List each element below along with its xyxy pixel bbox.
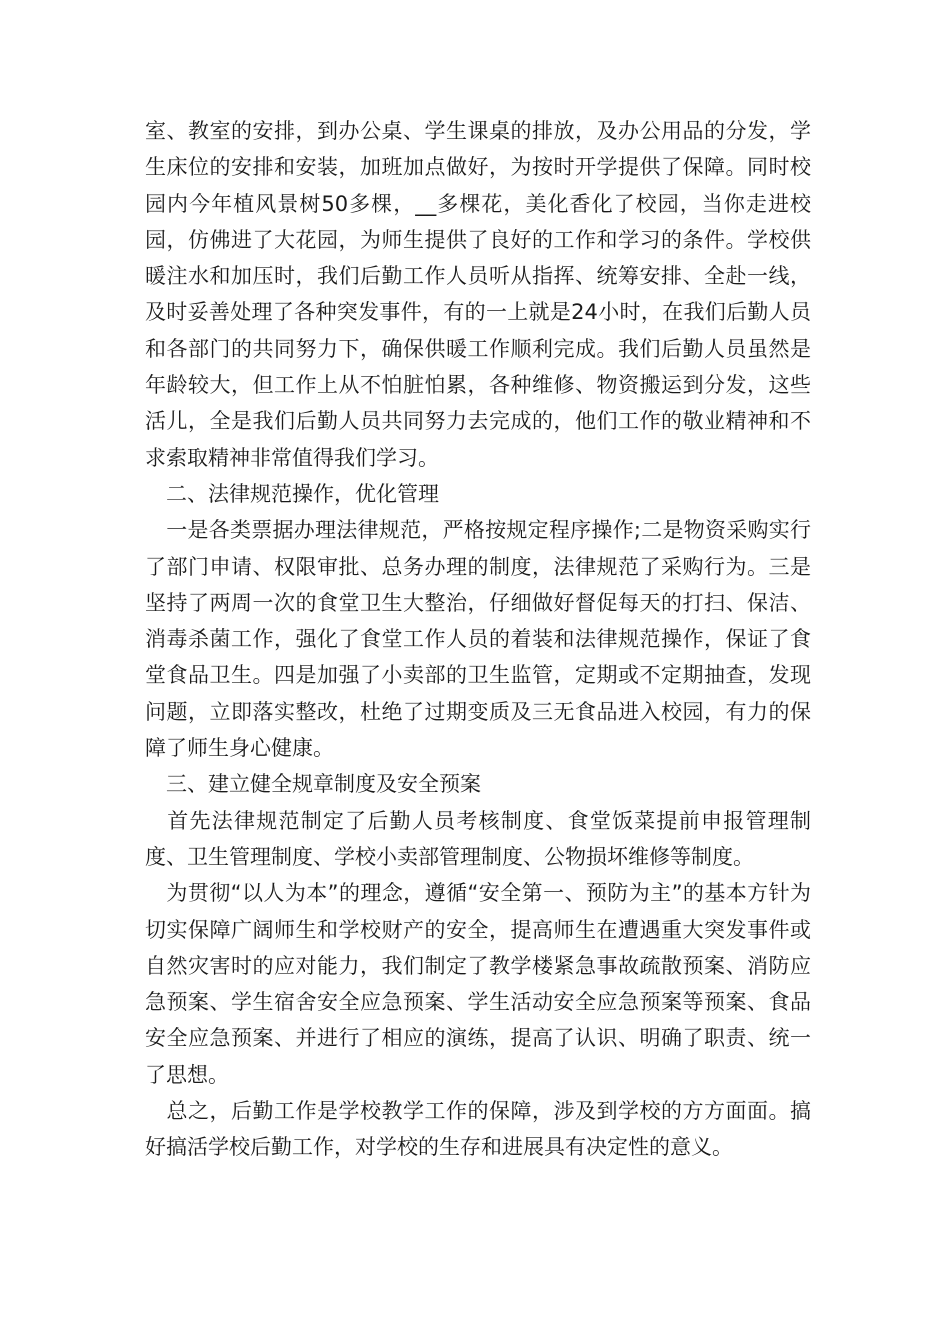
paragraph-safety-plans: 为贯彻“以人为本”的理念，遵循“安全第一、预防为主”的基本方针为切实保障广阔师生和学校财产的安全，提高师生在遭遇重大突发事件或自然灾害时的应对能力，我们制定了教学楼紧急事故疏散预案、消防应急预案、学生宿舍安全应急预案、学生活动安全应急预案等预案、食品安全应急预案、并进行了相应的演练，提高了认识、明确了职责、统一了思想。: [145, 881, 811, 1087]
paragraph-conclusion: 总之，后勤工作是学校教学工作的保障，涉及到学校的方方面面。搞好搞活学校后勤工作，对学校的生存和进展具有决定性的意义。: [145, 1099, 811, 1160]
document-body: [145, 113, 811, 1166]
paragraph-rules: 首先法律规范制定了后勤人员考核制度、食堂饭菜提前申报管理制度、卫生管理制度、学校小卖部管理制度、公物损坏维修等制度。: [145, 808, 811, 869]
paragraph-logistics-work: 室、教室的安排，到办公桌、学生课桌的排放，及办公用品的分发，学生床位的安排和安装，加班加点做好，为按时开学提供了保障。同时校园内今年植风景树50多棵，__多棵花，美化香化了校园，当你走进校园，仿佛进了大花园，为师生提供了良好的工作和学习的条件。学校供暖注水和加压时，我们后勤工作人员听从指挥、统筹安排、全赴一线，及时妥善处理了各种突发事件，有的一上就是24小时，在我们后勤人员和各部门的共同努力下，确保供暖工作顺利完成。我们后勤人员虽然是年龄较大，但工作上从不怕脏怕累，各种维修、物资搬运到分发，这些活儿，全是我们后勤人员共同努力去完成的，他们工作的敬业精神和不求索取精神非常值得我们学习。: [145, 119, 811, 470]
section-heading-legal-operation: 二、法律规范操作，优化管理: [145, 481, 439, 506]
paragraph-legal-operation: 一是各类票据办理法律规范，严格按规定程序操作;二是物资采购实行了部门申请、权限审批、总务办理的制度，法律规范了采购行为。三是坚持了两周一次的食堂卫生大整治，仔细做好督促每天的打扫、保洁、消毒杀菌工作，强化了食堂工作人员的着装和法律规范操作，保证了食堂食品卫生。四是加强了小卖部的卫生监管，定期或不定期抽查，发现问题，立即落实整改，杜绝了过期变质及三无食品进入校园，有力的保障了师生身心健康。: [145, 518, 811, 761]
section-heading-rules-and-plans: 三、建立健全规章制度及安全预案: [145, 772, 481, 797]
